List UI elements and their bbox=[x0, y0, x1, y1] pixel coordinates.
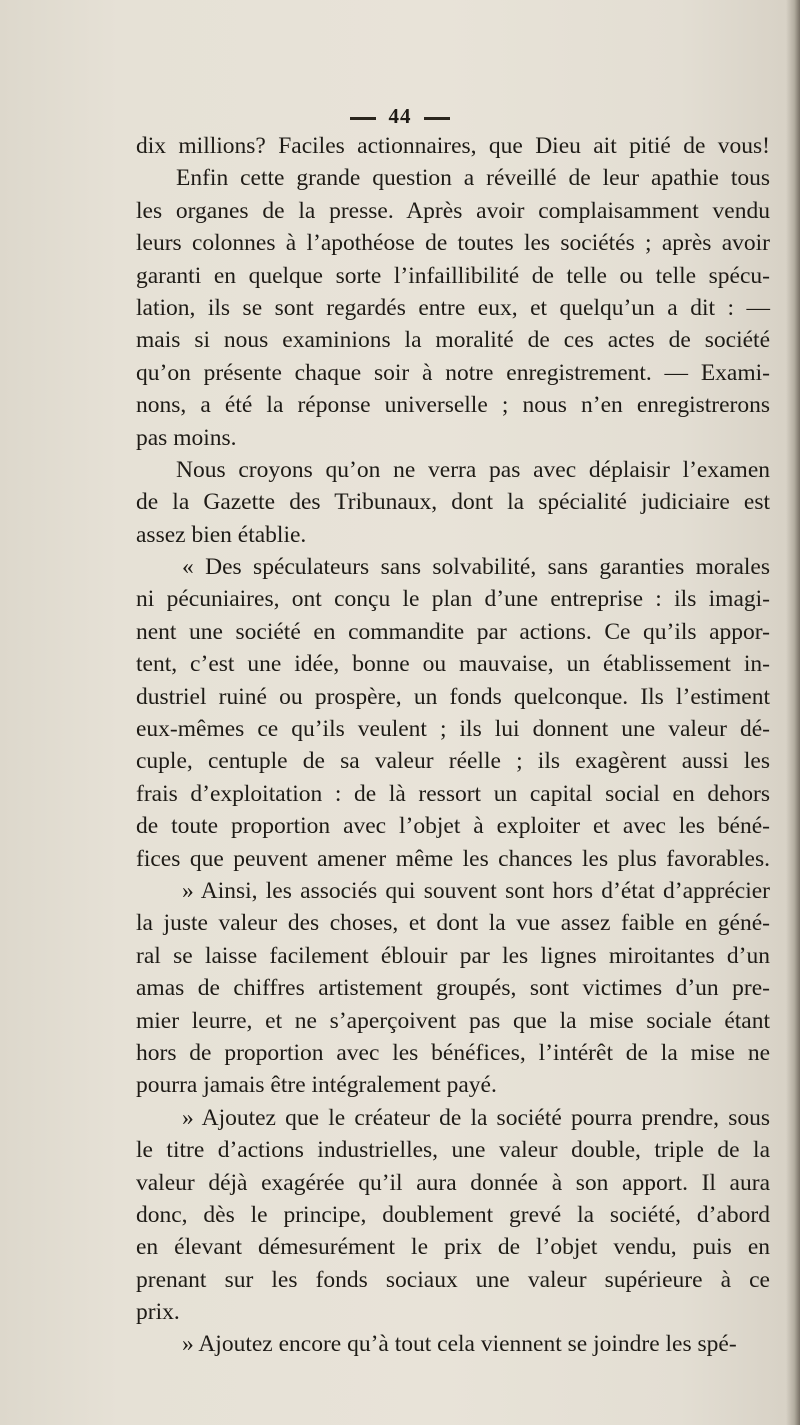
header-dash-left bbox=[350, 117, 376, 120]
page-number: 44 bbox=[388, 104, 412, 128]
page-header bbox=[0, 104, 800, 129]
text-line: prix. bbox=[136, 1299, 180, 1326]
text-line: ni pécuniaires, ont conçu le plan d’une entreprise : ils imagi- bbox=[136, 586, 770, 613]
text-line: donc, dès le principe, doublement grevé la société, d’abord bbox=[136, 1201, 770, 1228]
body-text bbox=[136, 130, 770, 1361]
text-line: dustriel ruiné ou prospère, un fonds quelconque. Ils l’estiment bbox=[136, 683, 770, 710]
text-line: valeur déjà exagérée qu’il aura donnée à son apport. Il aura bbox=[136, 1169, 770, 1196]
text-line: frais d’exploitation : de là ressort un capital social en dehors bbox=[136, 780, 770, 807]
text-line: nons, a été la réponse universelle ; nous n’en enregistrerons bbox=[136, 392, 770, 419]
text-line: » Ajoutez encore qu’à tout cela viennent se joindre les spé- bbox=[182, 1331, 737, 1358]
text-line: hors de proportion avec les bénéfices, l’intérêt de la mise ne bbox=[136, 1039, 770, 1066]
text-line: garanti en quelque sorte l’infaillibilité de telle ou telle spécu- bbox=[136, 262, 770, 289]
text-line: « Des spéculateurs sans solvabilité, sans garanties morales bbox=[182, 554, 770, 581]
text-line: prenant sur les fonds sociaux une valeur supérieure à ce bbox=[136, 1266, 770, 1293]
text-line: qu’on présente chaque soir à notre enregistrement. — Exami- bbox=[136, 359, 770, 386]
header-dash-right bbox=[424, 117, 450, 120]
text-line: » Ajoutez que le créateur de la société pourra prendre, sous bbox=[182, 1104, 770, 1131]
text-line: en élevant démesurément le prix de l’objet vendu, puis en bbox=[136, 1234, 770, 1261]
text-line: mais si nous examinions la moralité de ces actes de société bbox=[136, 327, 770, 354]
text-line: cuple, centuple de sa valeur réelle ; ils exagèrent aussi les bbox=[136, 748, 770, 775]
text-line: lation, ils se sont regardés entre eux, et quelqu’un a dit : — bbox=[136, 294, 770, 321]
text-line: ral se laisse facilement éblouir par les lignes miroitantes d’un bbox=[136, 942, 770, 969]
text-line: de toute proportion avec l’objet à exploiter et avec les béné- bbox=[136, 813, 770, 840]
text-line: eux-mêmes ce qu’ils veulent ; ils lui donnent une valeur dé- bbox=[136, 716, 770, 743]
text-line: mier leurre, et ne s’aperçoivent pas que la mise sociale étant bbox=[136, 1007, 770, 1034]
text-line: Nous croyons qu’on ne verra pas avec déplaisir l’examen bbox=[176, 456, 770, 483]
text-line: de la Gazette des Tribunaux, dont la spécialité judiciaire est bbox=[136, 489, 770, 516]
text-line: leurs colonnes à l’apothéose de toutes les sociétés ; après avoir bbox=[136, 230, 770, 257]
page-edge-shadow bbox=[786, 0, 800, 1425]
text-line: fices que peuvent amener même les chances les plus favorables. bbox=[136, 845, 770, 872]
text-line: dix millions? Faciles actionnaires, que Dieu ait pitié de vous! bbox=[136, 133, 770, 159]
text-line: pas moins. bbox=[136, 424, 237, 451]
text-line: Enfin cette grande question a réveillé de leur apathie tous bbox=[176, 165, 770, 192]
text-line: » Ainsi, les associés qui souvent sont hors d’état d’apprécier bbox=[182, 877, 770, 904]
text-line: la juste valeur des choses, et dont la vue assez faible en géné- bbox=[136, 910, 770, 937]
text-line: pourra jamais être intégralement payé. bbox=[136, 1072, 497, 1099]
text-line: nent une société en commandite par actions. Ce qu’ils appor- bbox=[136, 618, 770, 645]
text-line: assez bien établie. bbox=[136, 521, 307, 548]
text-line: amas de chiffres artistement groupés, sont victimes d’un pre- bbox=[136, 975, 770, 1002]
text-line: le titre d’actions industrielles, une valeur double, triple de la bbox=[136, 1137, 770, 1164]
text-line: les organes de la presse. Après avoir complaisamment vendu bbox=[136, 197, 770, 224]
text-line: tent, c’est une idée, bonne ou mauvaise, un établissement in- bbox=[136, 651, 770, 678]
